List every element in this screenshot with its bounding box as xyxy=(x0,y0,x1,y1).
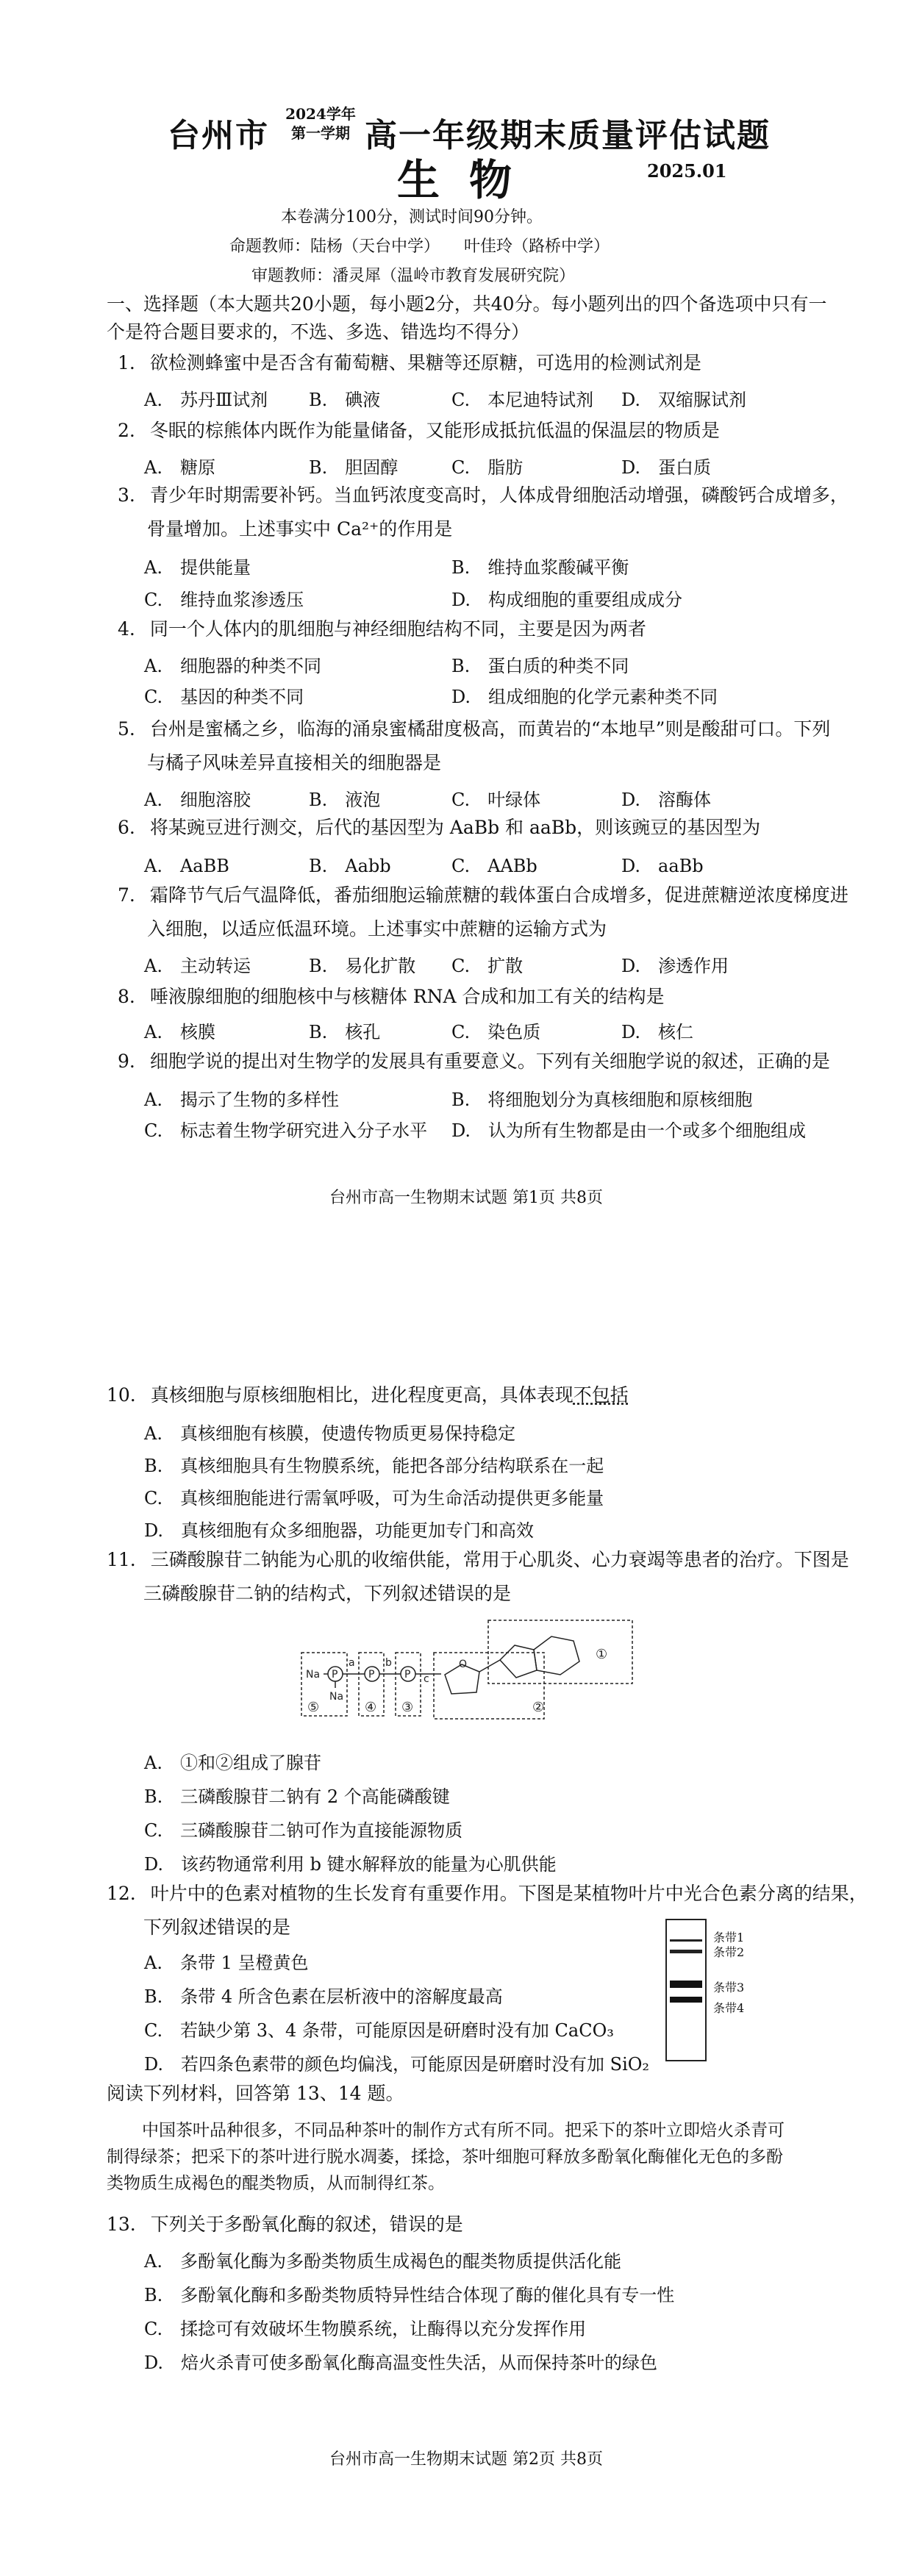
option-b: B. 液泡 xyxy=(309,790,381,810)
option-d: D. 认为所有生物都是由一个或多个细胞组成 xyxy=(451,1120,807,1141)
question-number: 1. xyxy=(118,352,135,373)
question-6 xyxy=(118,816,760,840)
exam-date: 2025.01 xyxy=(647,160,727,182)
band-label-4: 条带4 xyxy=(713,2001,745,2015)
option-b: B. 蛋白质的种类不同 xyxy=(451,656,629,676)
option-c: C. AABb xyxy=(451,856,537,876)
option-a: A. 真核细胞有核膜，使遗传物质更易保持稳定 xyxy=(144,1423,515,1444)
passage-line-2: 制得绿茶；把采下的茶叶进行脱水凋萎，揉捻，茶叶细胞可释放多酚氧化酶催化无色的多酚 xyxy=(107,2147,783,2167)
option-b: B. 核孔 xyxy=(309,1022,381,1042)
question-2 xyxy=(118,419,720,443)
option-a: A. AaBB xyxy=(144,856,229,876)
option-b: B. 条带 4 所含色素在层析液中的溶解度最高 xyxy=(144,1986,503,2007)
label-2: ② xyxy=(532,1700,545,1715)
option-b: B. 维持血浆酸碱平衡 xyxy=(451,557,629,578)
option-c: C. 三磷酸腺苷二钠可作为直接能源物质 xyxy=(144,1820,463,1841)
option-d: D. 蛋白质 xyxy=(621,457,712,478)
passage-line-1: 中国茶叶品种很多，不同品种茶叶的制作方式有所不同。把采下的茶叶立即焙火杀青可 xyxy=(142,2121,785,2140)
option-b: B. 将细胞划分为真核细胞和原核细胞 xyxy=(451,1090,753,1110)
question-number: 6. xyxy=(118,817,135,838)
band-label-1: 条带1 xyxy=(713,1931,745,1944)
question-stem-line2: 入细胞，以适应低温环境。上述事实中蔗糖的运输方式为 xyxy=(147,918,607,940)
authors-line: 命题教师：陆杨（天台中学） 叶佳玲（路桥中学） xyxy=(229,237,610,256)
band-4 xyxy=(670,1997,702,2003)
option-b: B. Aabb xyxy=(309,856,391,876)
section-heading xyxy=(107,293,827,344)
question-stem-line2: 下列叙述错误的是 xyxy=(143,1917,291,1938)
p-label-3: P xyxy=(404,1669,411,1681)
option-a: A. 多酚氧化酶为多酚类物质生成褐色的醌类物质提供活化能 xyxy=(144,2251,621,2272)
option-b: B. 三磷酸腺苷二钠有 2 个高能磷酸键 xyxy=(144,1786,450,1807)
question-3 xyxy=(118,484,849,541)
question-number: 13. xyxy=(107,2214,136,2235)
option-c: C. 若缺少第 3、4 条带，可能原因是研磨时没有加 CaCO₃ xyxy=(144,2020,614,2041)
option-c: C. 真核细胞能进行需氧呼吸，可为生命活动提供更多能量 xyxy=(144,1488,604,1509)
option-c: C. 脂肪 xyxy=(451,457,524,478)
question-stem-line2: 与橘子风味差异直接相关的细胞器是 xyxy=(147,752,442,773)
city-name: 台州市 xyxy=(168,117,269,154)
score-line: 本卷满分100分，测试时间90分钟。 xyxy=(281,208,543,226)
ring-oxygen-label: O xyxy=(459,1659,468,1670)
option-c: C. 染色质 xyxy=(451,1022,541,1042)
question-number: 10. xyxy=(107,1384,136,1406)
option-a: A. 主动转运 xyxy=(144,956,251,976)
bond-b-label: b xyxy=(385,1657,392,1669)
subject-title: 生物 xyxy=(397,155,542,205)
question-5 xyxy=(118,718,830,775)
option-c: C. 扩散 xyxy=(451,956,524,976)
ribose-box xyxy=(434,1653,544,1719)
page-footer: 台州市高一生物期末试题 第2页 共8页 xyxy=(329,2450,603,2469)
question-stem-line1: 青少年时期需要补钙。当血钙浓度变高时，人体成骨细胞活动增强，磷酸钙合成增多， xyxy=(149,484,849,506)
passage-line-3: 类物质生成褐色的醌类物质，从而制得红茶。 xyxy=(107,2174,445,2193)
option-b: B. 胆固醇 xyxy=(309,457,399,478)
option-d: D. 真核细胞有众多细胞器，功能更加专门和高效 xyxy=(144,1520,535,1541)
question-9 xyxy=(118,1050,830,1073)
option-c: C. 基因的种类不同 xyxy=(144,687,304,707)
question-10 xyxy=(107,1384,629,1407)
option-b: B. 易化扩散 xyxy=(309,956,416,976)
base-ring-1 xyxy=(500,1645,537,1678)
option-d: D. 焙火杀青可使多酚氧化酶高温变性失活，从而保持茶叶的绿色 xyxy=(144,2353,658,2373)
question-stem: 将某豌豆进行测交，后代的基因型为 AaBb 和 aaBb，则该豌豆的基因型为 xyxy=(149,817,761,838)
exam-title: 高一年级期末质量评估试题 xyxy=(365,117,771,154)
atp-structure-figure xyxy=(294,1617,640,1728)
option-a: A. 揭示了生物的多样性 xyxy=(144,1090,339,1110)
question-1 xyxy=(118,351,701,375)
question-number: 7. xyxy=(118,884,135,906)
reviewer-line: 审题教师：潘灵犀（温岭市教育发展研究院） xyxy=(251,267,576,285)
chromatography-strip xyxy=(665,1919,707,2061)
question-stem-line1: 三磷酸腺苷二钠能为心肌的收缩供能，常用于心肌炎、心力衰竭等患者的治疗。下图是 xyxy=(150,1549,849,1570)
question-number: 5. xyxy=(118,718,135,740)
material-intro: 阅读下列材料，回答第 13、14 题。 xyxy=(107,2083,404,2104)
question-stem: 下列关于多酚氧化酶的叙述，错误的是 xyxy=(150,2214,463,2235)
band-1 xyxy=(670,1939,702,1942)
question-stem-line1: 台州是蜜橘之乡，临海的涌泉蜜橘甜度极高，而黄岩的“本地早”则是酸甜可口。下列 xyxy=(149,718,831,740)
option-a: A. 条带 1 呈橙黄色 xyxy=(144,1953,309,1973)
option-c: C. 叶绿体 xyxy=(451,790,541,810)
option-d: D. 核仁 xyxy=(621,1022,694,1042)
option-d: D. aaBb xyxy=(621,856,704,876)
question-stem-line2: 骨量增加。上述事实中 Ca²⁺的作用是 xyxy=(147,518,453,540)
label-4: ④ xyxy=(365,1700,377,1715)
school-year-bottom: 第一学期 xyxy=(291,124,350,142)
question-stem-line2: 三磷酸腺苷二钠的结构式，下列叙述错误的是 xyxy=(143,1583,512,1604)
question-11 xyxy=(107,1548,849,1606)
option-a: A. 核膜 xyxy=(144,1022,215,1042)
question-stem: 同一个人体内的肌细胞与神经细胞结构不同，主要是因为两者 xyxy=(149,618,646,640)
question-number: 4. xyxy=(118,618,135,640)
option-a: A. 细胞溶胶 xyxy=(144,790,251,810)
na-label-1: Na xyxy=(306,1669,321,1681)
band-3 xyxy=(670,1981,702,1988)
question-number: 8. xyxy=(118,986,135,1007)
question-stem-emphasis: 不包括 xyxy=(573,1384,629,1406)
question-stem: 细胞学说的提出对生物学的发展具有重要意义。下列有关细胞学说的叙述，正确的是 xyxy=(149,1051,830,1072)
option-d: D. 渗透作用 xyxy=(621,956,729,976)
question-number: 12. xyxy=(107,1883,136,1904)
question-number: 3. xyxy=(118,484,135,506)
p-label-1: P xyxy=(332,1669,338,1681)
option-d: D. 溶酶体 xyxy=(621,790,712,810)
question-number: 2. xyxy=(118,420,135,441)
bond-a-label: a xyxy=(349,1657,355,1669)
question-stem-line1: 霜降节气后气温降低，番茄细胞运输蔗糖的载体蛋白合成增多，促进蔗糖逆浓度梯度进 xyxy=(149,884,849,906)
option-a: A. 提供能量 xyxy=(144,557,251,578)
page-footer: 台州市高一生物期末试题 第1页 共8页 xyxy=(329,1189,603,1207)
option-c: C. 本尼迪特试剂 xyxy=(451,390,594,410)
question-stem: 冬眠的棕熊体内既作为能量储备，又能形成抵抗低温的保温层的物质是 xyxy=(149,420,720,441)
question-8 xyxy=(118,985,664,1009)
option-b: B. 多酚氧化酶和多酚类物质特异性结合体现了酶的催化具有专一性 xyxy=(144,2285,675,2305)
option-d: D. 组成细胞的化学元素种类不同 xyxy=(451,687,718,707)
label-5: ⑤ xyxy=(307,1700,320,1715)
option-b: B. 碘液 xyxy=(309,390,381,410)
option-c: C. 揉捻可有效破坏生物膜系统，让酶得以充分发挥作用 xyxy=(144,2319,587,2339)
p-label-2: P xyxy=(368,1669,375,1681)
bond-c-label: c xyxy=(424,1673,429,1685)
band-label-2: 条带2 xyxy=(713,1945,745,1959)
question-number: 11. xyxy=(107,1549,136,1570)
school-year xyxy=(279,104,362,143)
section-heading-line2: 个是符合题目要求的，不选、多选、错选均不得分） xyxy=(107,321,530,343)
option-c: C. 维持血浆渗透压 xyxy=(144,590,304,610)
band-labels-top xyxy=(713,1931,744,1960)
option-d: D. 双缩脲试剂 xyxy=(621,390,747,410)
question-stem-line1: 叶片中的色素对植物的生长发育有重要作用。下图是某植物叶片中光合色素分离的结果， xyxy=(150,1883,868,1904)
question-13 xyxy=(107,2213,463,2236)
question-12 xyxy=(107,1882,868,1939)
material-passage xyxy=(107,2117,812,2197)
option-a: A. ①和②组成了腺苷 xyxy=(144,1753,321,1773)
label-1: ① xyxy=(596,1647,608,1662)
section-heading-line1: 一、选择题（本大题共20小题，每小题2分，共40分。每小题列出的四个备选项中只有一 xyxy=(107,293,827,315)
question-stem: 欲检测蜂蜜中是否含有葡萄糖、果糖等还原糖，可选用的检测试剂是 xyxy=(149,352,701,373)
option-d: D. 若四条色素带的颜色均偏浅，可能原因是研磨时没有加 SiO₂ xyxy=(144,2054,650,2075)
question-stem: 真核细胞与原核细胞相比，进化程度更高，具体表现 xyxy=(150,1384,574,1406)
question-7 xyxy=(118,884,849,941)
option-b: B. 真核细胞具有生物膜系统，能把各部分结构联系在一起 xyxy=(144,1456,604,1476)
base-ring-2 xyxy=(534,1636,579,1675)
band-label-3: 条带3 xyxy=(713,1981,745,1994)
option-a: A. 苏丹Ⅲ试剂 xyxy=(144,390,268,410)
school-year-top: 2024学年 xyxy=(285,105,356,123)
question-stem: 唾液腺细胞的细胞核中与核糖体 RNA 合成和加工有关的结构是 xyxy=(149,986,665,1007)
band-2 xyxy=(670,1950,702,1953)
option-d: D. 该药物通常利用 b 键水解释放的能量为心肌供能 xyxy=(144,1854,557,1875)
option-d: D. 构成细胞的重要组成成分 xyxy=(451,590,683,610)
option-c: C. 标志着生物学研究进入分子水平 xyxy=(144,1120,428,1141)
question-number: 9. xyxy=(118,1051,135,1072)
band-labels-bottom xyxy=(713,1978,744,2019)
label-3: ③ xyxy=(401,1700,414,1715)
option-a: A. 糖原 xyxy=(144,457,215,478)
na-label-2: Na xyxy=(329,1691,344,1703)
question-4 xyxy=(118,618,646,641)
option-a: A. 细胞器的种类不同 xyxy=(144,656,321,676)
